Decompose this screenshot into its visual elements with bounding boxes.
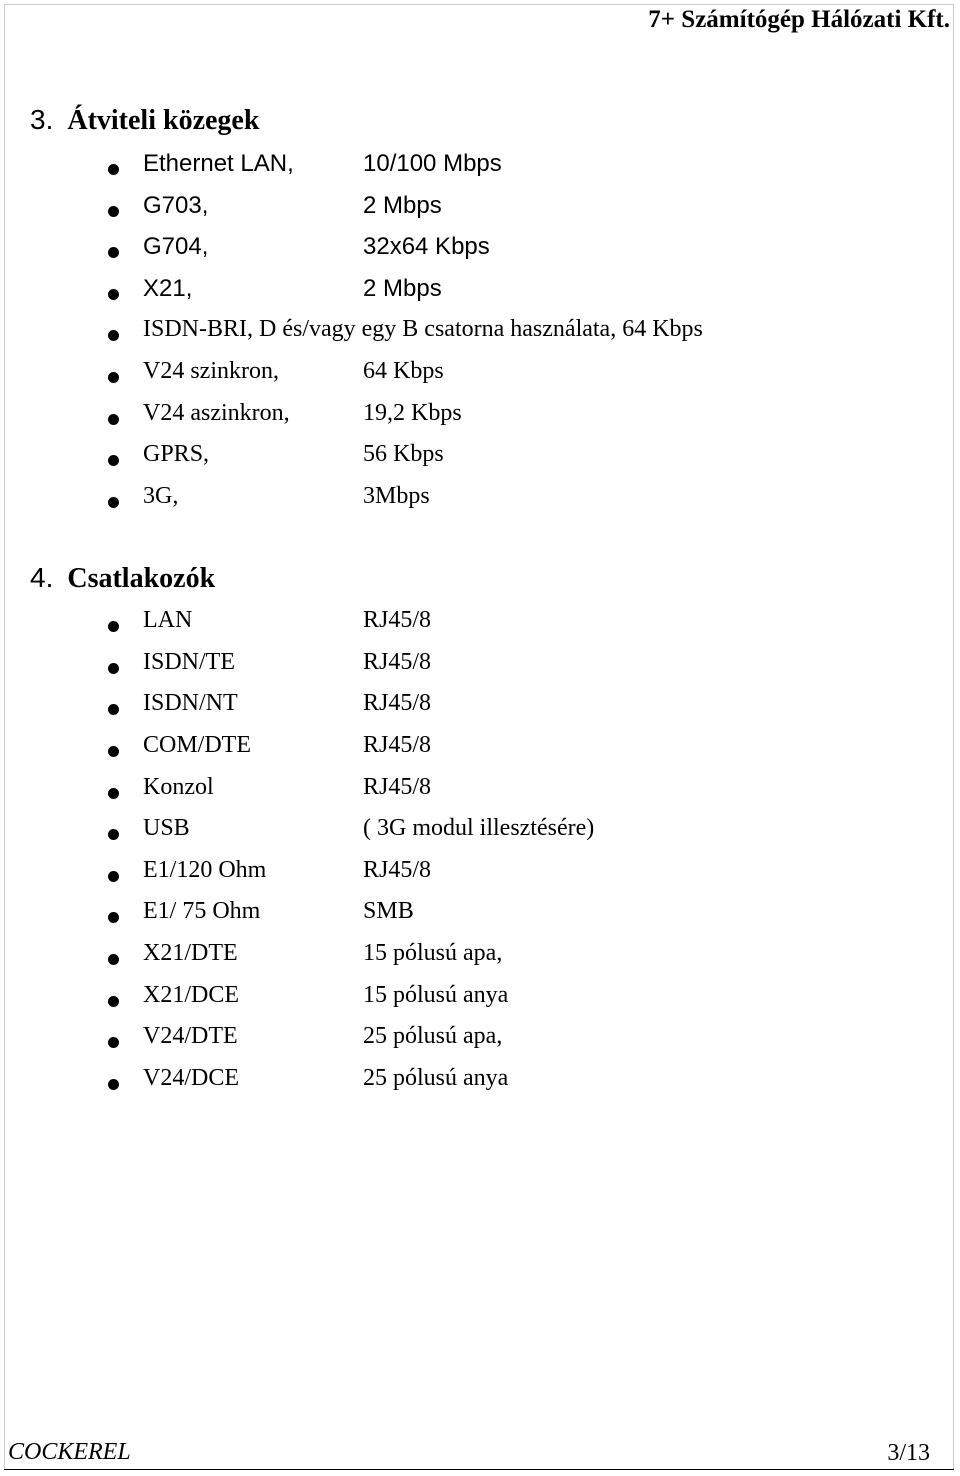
section-3-title	[30, 104, 259, 137]
bullet-icon	[108, 829, 119, 840]
bullet-icon	[108, 414, 119, 425]
connector-type: ( 3G modul illesztésére)	[363, 815, 595, 841]
connector-type: RJ45/8	[363, 607, 432, 633]
connector-type: 15 pólusú apa,	[363, 940, 503, 966]
media-name: X21,	[143, 275, 193, 302]
connector-name: E1/120 Ohm	[143, 857, 267, 883]
connector-name: X21/DTE	[143, 940, 238, 966]
connector-type: RJ45/8	[363, 732, 432, 758]
media-speed: 10/100 Mbps	[363, 150, 502, 177]
connector-name: E1/ 75 Ohm	[143, 898, 261, 924]
media-speed: 2 Mbps	[363, 192, 442, 219]
bullet-icon	[108, 206, 119, 217]
connector-name: USB	[143, 815, 190, 841]
connector-name: ISDN/NT	[143, 690, 238, 716]
media-name: V24 szinkron,	[143, 358, 279, 384]
connector-type: RJ45/8	[363, 774, 432, 800]
connector-name: COM/DTE	[143, 732, 251, 758]
bullet-icon	[108, 1037, 119, 1048]
section-4-title	[30, 562, 215, 595]
connector-name: X21/DCE	[143, 982, 239, 1008]
media-speed: 64 Kbps	[363, 358, 444, 384]
footer-brand: COCKEREL	[8, 1439, 131, 1465]
footer-divider	[4, 1469, 954, 1470]
connector-name: V24/DCE	[143, 1065, 239, 1091]
bullet-icon	[108, 1079, 119, 1090]
media-name: G704,	[143, 233, 209, 260]
bullet-icon	[108, 746, 119, 757]
bullet-icon	[108, 497, 119, 508]
media-speed: 2 Mbps	[363, 275, 442, 302]
bullet-icon	[108, 372, 119, 383]
connector-name: Konzol	[143, 774, 214, 800]
media-name: ISDN-BRI, D és/vagy egy B csatorna használata, 64 Kbps	[143, 316, 703, 342]
connector-name: ISDN/TE	[143, 649, 235, 675]
page-number: 3/13	[887, 1440, 930, 1466]
bullet-icon	[108, 289, 119, 300]
bullet-icon	[108, 164, 119, 175]
connector-type: RJ45/8	[363, 857, 432, 883]
media-name: GPRS,	[143, 441, 210, 467]
media-speed: 56 Kbps	[363, 441, 444, 467]
bullet-icon	[108, 621, 119, 632]
connector-name: LAN	[143, 607, 193, 633]
connector-type: 25 pólusú anya	[363, 1065, 509, 1091]
bullet-icon	[108, 996, 119, 1007]
bullet-icon	[108, 330, 119, 341]
bullet-icon	[108, 663, 119, 674]
media-speed: 3Mbps	[363, 483, 430, 509]
media-name: V24 aszinkron,	[143, 400, 290, 426]
media-speed: 32x64 Kbps	[363, 233, 490, 260]
media-speed: 19,2 Kbps	[363, 400, 462, 426]
section-4-title-text: Csatlakozók	[67, 563, 216, 594]
bullet-icon	[108, 247, 119, 258]
section-4-number: 4.	[30, 562, 54, 593]
connector-type: RJ45/8	[363, 690, 432, 716]
media-name: 3G,	[143, 483, 179, 509]
bullet-icon	[108, 788, 119, 799]
connector-type: RJ45/8	[363, 649, 432, 675]
bullet-icon	[108, 704, 119, 715]
company-header: 7+ Számítógép Hálózati Kft.	[648, 6, 950, 33]
bullet-icon	[108, 954, 119, 965]
media-name: G703,	[143, 192, 209, 219]
connector-type: SMB	[363, 898, 414, 924]
section-3-number: 3.	[30, 104, 54, 135]
media-name: Ethernet LAN,	[143, 150, 294, 177]
connector-name: V24/DTE	[143, 1023, 238, 1049]
connector-type: 25 pólusú apa,	[363, 1023, 503, 1049]
bullet-icon	[108, 455, 119, 466]
section-3-title-text: Átviteli közegek	[67, 105, 260, 136]
bullet-icon	[108, 871, 119, 882]
connector-type: 15 pólusú anya	[363, 982, 509, 1008]
bullet-icon	[108, 912, 119, 923]
